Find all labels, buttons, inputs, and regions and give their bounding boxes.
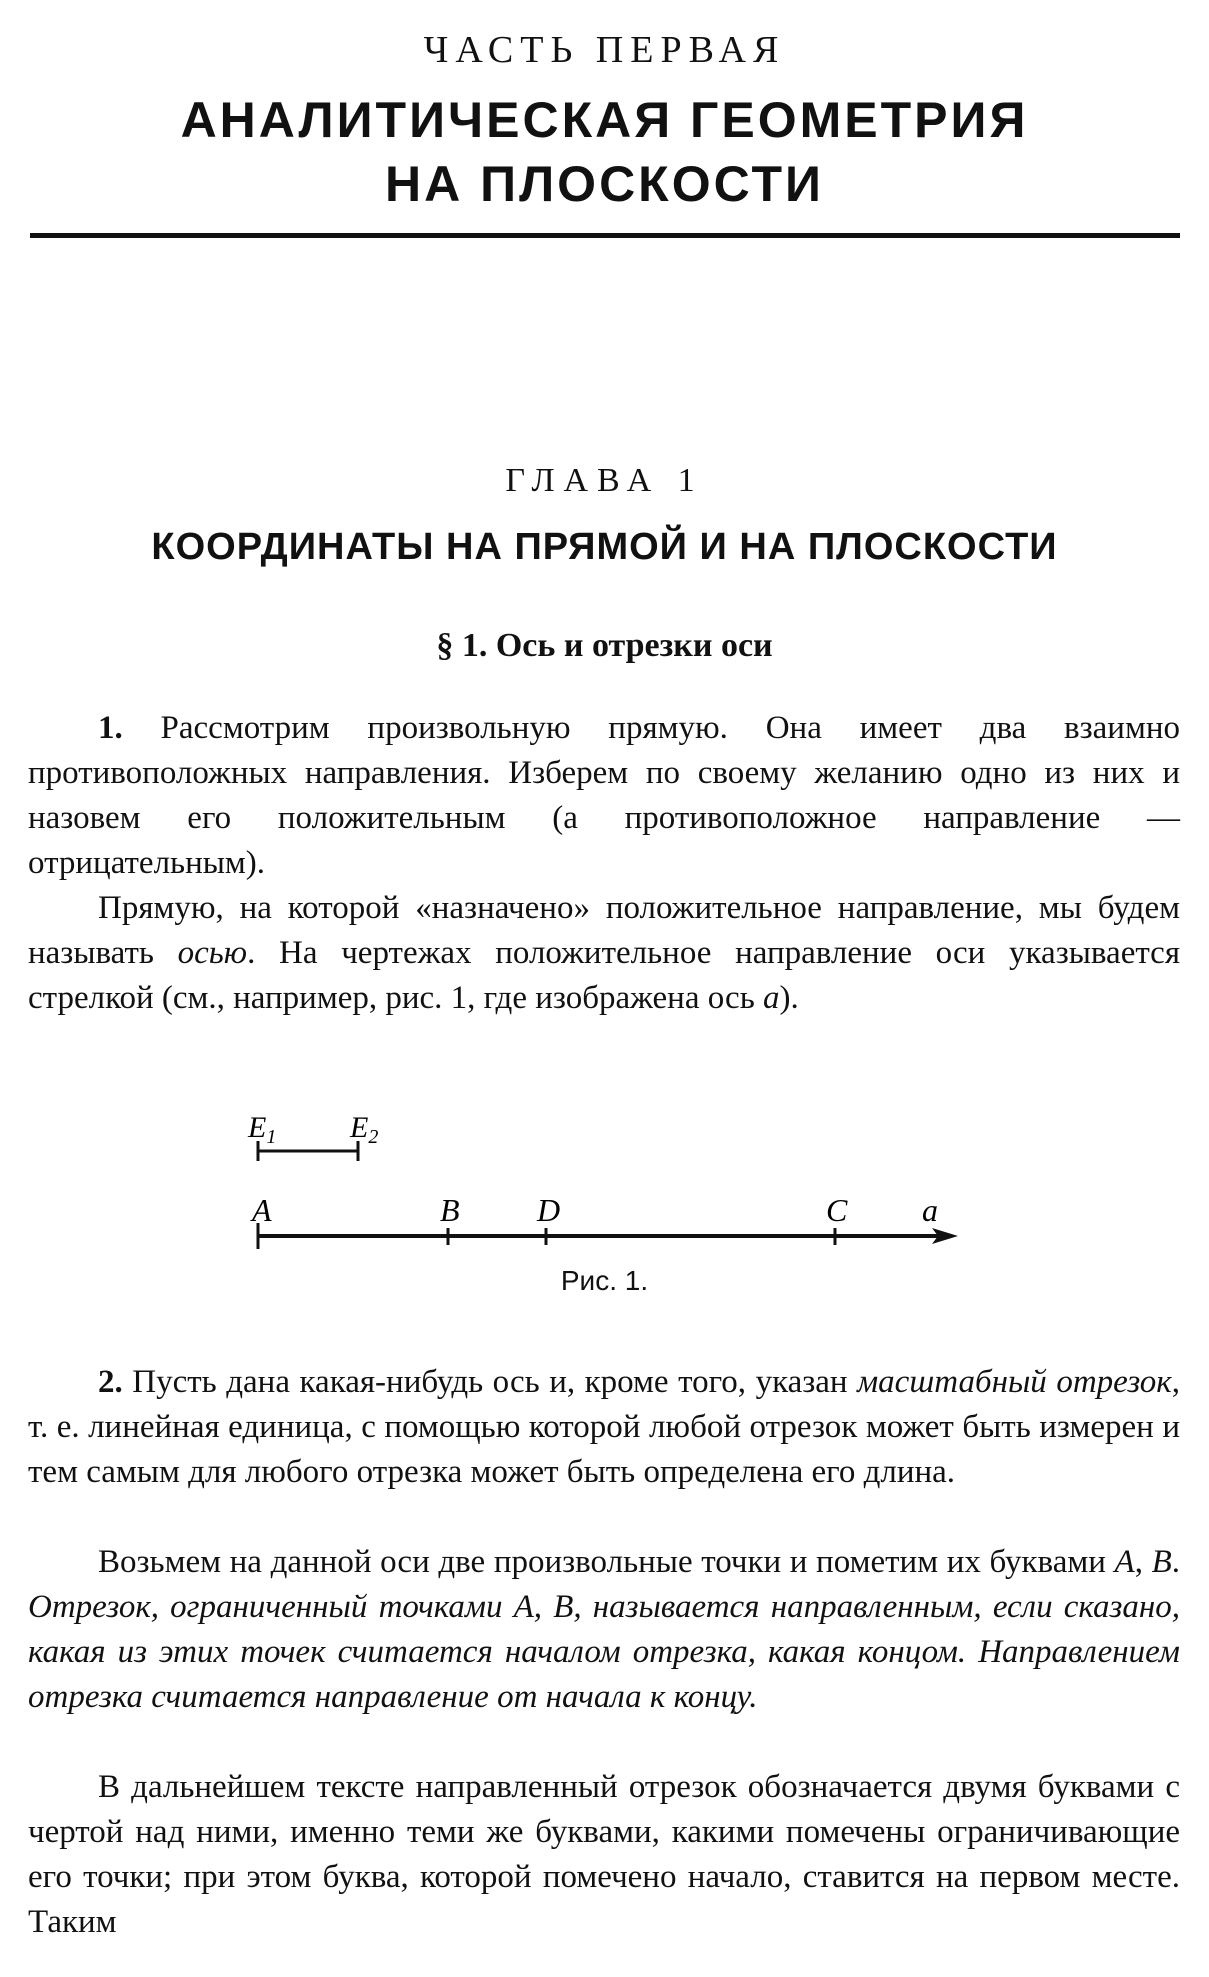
paragraph-4-letter-a: A	[1114, 1544, 1135, 1580]
label-point-d: D	[537, 1192, 561, 1228]
figure-caption: Рис. 1.	[560, 1265, 649, 1296]
paragraph-2-text-a: Прямую, на которой «назначено» положительное направление, мы будем называть	[28, 890, 1180, 971]
chapter-title: КООРДИНАТЫ НА ПРЯМОЙ И НА ПЛОСКОСТИ	[151, 526, 1058, 568]
label-point-c: C	[826, 1192, 848, 1228]
paragraph-2-axis-letter: a	[763, 980, 780, 1016]
paragraph-4-comma: ,	[1134, 1544, 1152, 1580]
paragraph-4-definition: Отрезок, ограниченный точками A, B, называется направленным, если сказано, какая из этих точек считается началом отрезка, какая концом. Направлением отрезка считается направление от начала к концу.	[28, 1589, 1180, 1715]
part-title-line1: АНАЛИТИЧЕСКАЯ ГЕОМЕТРИЯ	[180, 92, 1029, 148]
paragraph-1-text: Рассмотрим произвольную прямую. Она имеет два взаимно противоположных направления. Изберем по своему желанию одно из них и назовем его положительным (а противоположное направление — отрицательным).	[28, 710, 1180, 881]
label-axis-a: a	[922, 1192, 938, 1228]
label-point-a: A	[252, 1192, 272, 1228]
paragraph-3	[28, 1360, 1180, 1495]
paragraph-1-number: 1.	[98, 710, 123, 746]
paragraph-4-period: .	[1171, 1544, 1181, 1580]
part-title	[0, 88, 1209, 216]
paragraph-3-text-c: , т. е. линейная единица, с помощью которой любой отрезок может быть измерен и тем самым для любого отрезка может быть определена его длина.	[28, 1364, 1180, 1490]
paragraph-2-text-e: ).	[779, 980, 799, 1016]
paragraph-3-number: 2.	[98, 1364, 123, 1400]
part-label: ЧАСТЬ ПЕРВАЯ	[423, 29, 786, 71]
header-rule	[30, 233, 1180, 238]
label-e2: $E_2$	[350, 1111, 379, 1148]
chapter-label: ГЛАВА 1	[505, 462, 704, 499]
label-point-b: B	[440, 1192, 460, 1228]
paragraph-2	[28, 886, 1180, 1021]
paragraph-4-letter-b: B	[1151, 1544, 1172, 1580]
paragraph-1	[28, 706, 1180, 886]
paragraph-4-text-a: Возьмем на данной оси две произвольные точки и пометим их буквами	[98, 1544, 1115, 1580]
part-title-line2: НА ПЛОСКОСТИ	[385, 156, 824, 212]
paragraph-3-term-scale-segment: масштабный отрезок	[857, 1364, 1172, 1400]
section-title: § 1. Ось и отрезки оси	[436, 627, 773, 664]
label-e1: $E_1$	[248, 1111, 277, 1148]
paragraph-2-term-axis: осью	[177, 935, 248, 971]
paragraph-2-text-c: . На чертежах положительное направление оси указывается стрелкой (см., например, рис. 1, где изображена ось	[28, 935, 1180, 1016]
paragraph-3-text-a: Пусть дана какая-нибудь ось и, кроме того, указан	[122, 1364, 858, 1400]
paragraph-5	[28, 1765, 1180, 1945]
paragraph-5-text: В дальнейшем тексте направленный отрезок обозначается двумя буквами с чертой над ними, именно теми же буквами, какими помечены ограничивающие его точки; при этом буква, которой помечено начало, ставится на первом месте. Таким	[28, 1769, 1180, 1940]
paragraph-4	[28, 1540, 1180, 1720]
